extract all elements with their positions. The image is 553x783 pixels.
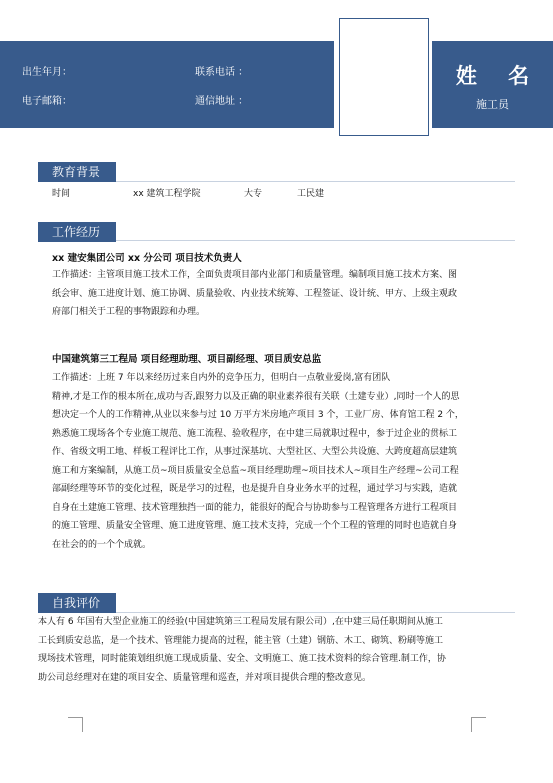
page-corner-mark-right — [471, 717, 486, 732]
job-description — [52, 369, 517, 554]
address-label: 通信地址 ： — [195, 96, 249, 107]
education-major: 工民建 — [297, 189, 325, 199]
education-time: 时间 — [52, 189, 71, 199]
birth-date-label: 出生年月： — [22, 67, 72, 78]
text-line: 部副经理等环节的变化过程，既是学习的过程，也是提升自身业务水平的过程，通过学习与实践，造就 — [52, 484, 458, 494]
text-line: 现场技术管理，同时能策划组织施工现成质量、安全、文明施工、施工技术资料的综合管理.制工作，协 — [38, 654, 446, 664]
text-line: 工作描述：主管项目施工技术工作，全面负责项目部内业部门和质量管理。编制项目施工技术方案、图 — [52, 270, 458, 280]
text-line: 作、省级文明工地、样板工程评比工作，从事过深基坑、大型社区、大型公共设施、大跨度超高层建筑 — [52, 447, 458, 457]
text-line: 府部门相关于工程的事物跟踪和办理。 — [52, 307, 206, 317]
page-corner-mark-left — [68, 717, 83, 732]
text-line: 的施工管理、质量安全管理、施工进度管理、施工技术支持，完成一个个工程的管理的同时也造就自身 — [52, 521, 458, 531]
job-heading: xx 建安集团公司 xx 分公司 项目技术负责人 — [52, 253, 242, 264]
header-info-band — [0, 41, 334, 128]
education-school: xx 建筑工程学院 — [133, 189, 201, 199]
text-line: 自身在土建施工管理、技术管理独挡一面的能力，能很好的配合与协助参与工程管理各方进行工程项目 — [52, 502, 458, 513]
text-line: 在社会的的一个个成就。 — [52, 539, 152, 550]
text-line: 纸会审、施工进度计划、施工协调、质量验收、内业技术统筹、工程签证、设计统、甲方、上级主观政 — [52, 288, 458, 299]
education-degree: 大专 — [244, 189, 263, 199]
text-line: 工作描述：上班 7 年以来经历过来自内外的竞争压力，但明白一点敬业爱岗,富有团队 — [52, 373, 391, 383]
job-heading: 中国建筑第三工程局 项目经理助理、项目副经理、项目质安总监 — [52, 354, 322, 365]
text-line: 想决定一个人的工作精神,从业以来参与过 10 万平方米房地产项目 3 个，工业厂房、体育馆工程 2 个， — [52, 410, 464, 420]
section-education-title: 教育背景 — [38, 162, 116, 182]
job-description — [52, 266, 517, 322]
self-eval-text — [38, 613, 516, 687]
text-line: 工长到质安总监，是一个技术、管理能力提高的过程，能主管（土建）钢筋、木工、砌筑、粉刷等施工 — [38, 635, 444, 646]
text-line: 精神,才是工作的根本所在,成功与否,跟努力以及正确的职业素养很有关联（土建专业）,同时一个人的思 — [52, 391, 460, 402]
section-work-title: 工作经历 — [38, 222, 116, 242]
phone-label: 联系电话 ： — [195, 67, 249, 78]
text-line: 熟悉施工现场各个专业施工规范、施工流程、验收程序，在中建三局就职过程中，参于过企业的贯标工 — [52, 428, 458, 439]
text-line: 施工和方案编制，从施工员~项目质量安全总监~项目经理助理~项目技术人~项目生产经理~公司工程 — [52, 465, 459, 476]
photo-placeholder — [339, 18, 429, 136]
section-self-eval-title: 自我评价 — [38, 593, 116, 613]
text-line: 本人有 6 年国有大型企业施工的经验(中国建筑第三工程局发展有限公司）,在中建三局任职期间从施工 — [38, 617, 443, 627]
text-line: 助公司总经理对在建的项目安全、质量管理和巡查，并对项目提供合理的整改意见。 — [38, 672, 372, 683]
position-title: 施工员 — [476, 98, 509, 111]
name-title: 姓 名 — [455, 64, 542, 88]
email-label: 电子邮箱： — [22, 96, 72, 107]
